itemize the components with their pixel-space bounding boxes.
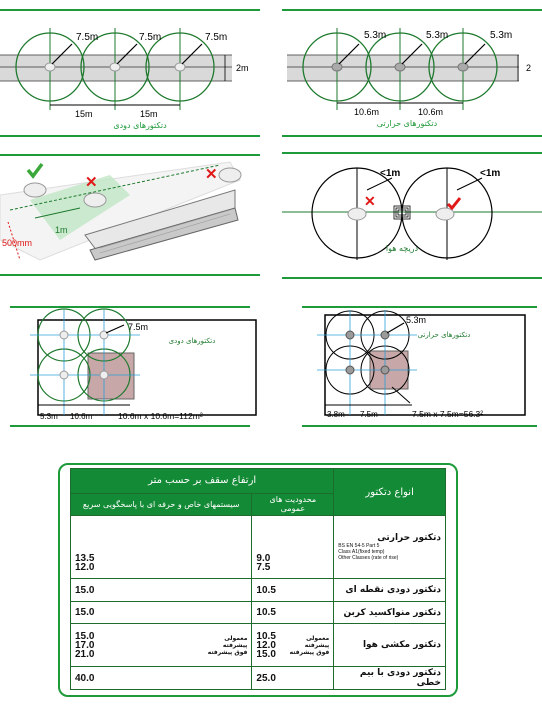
radius-label: 5.3m (406, 315, 427, 325)
radius-label: 7.5m (139, 32, 162, 43)
radius-label: 5.3m (364, 30, 387, 41)
caption: دتکتورهای دودی (168, 337, 216, 345)
radius-label: 7.5m (128, 322, 149, 332)
col-special-header: سیستمهای خاص و حرفه ای با پاسخگویی سریع (71, 493, 252, 516)
table-row (71, 667, 446, 690)
smoke-linear-diagram (0, 0, 260, 140)
value: 9.0 (256, 553, 271, 565)
level-label: معمولی (224, 634, 248, 642)
radius-label: 5.3m (426, 30, 449, 41)
standard-line: Class A1(fixed temp) (338, 549, 385, 556)
air-vent-diagram (282, 148, 542, 283)
distance-label: 3.8m (327, 410, 345, 419)
smoke-detector-icon (219, 168, 241, 182)
value: 12.0 (256, 639, 276, 651)
level-label: پیشرفته (222, 641, 248, 649)
distance-label: 500mm (2, 238, 33, 248)
area-formula: 10.6m x 10.6m=112m² (118, 411, 203, 421)
ac-clearance-diagram (0, 150, 260, 280)
value: 15.0 (71, 601, 252, 624)
col-height-header: ارتفاع سقف بر حسب متر (71, 469, 334, 494)
value: 25.0 (252, 667, 334, 690)
table-row (71, 601, 446, 624)
table-row (71, 516, 446, 579)
heat-detector-icon (332, 63, 342, 71)
level-label: فوق پیشرفته (207, 648, 248, 656)
smoke-detector-icon (24, 183, 46, 197)
heat-detector-icon (346, 331, 354, 339)
standard-line: Other Classes (rate of rise) (338, 555, 399, 562)
smoke-detector-icon (175, 63, 185, 71)
smoke-detector-icon (100, 371, 108, 379)
value: 40.0 (71, 667, 252, 690)
heat-detector-icon (381, 366, 389, 374)
distance-label: 15m (75, 109, 93, 119)
distance-label: 10.6m (70, 412, 93, 421)
heat-detector-icon (346, 366, 354, 374)
value: 15.0 (71, 579, 252, 602)
detector-name: دتکتور دودی نقطه ای (334, 579, 446, 602)
value: 10.5 (256, 630, 276, 642)
smoke-detector-icon (45, 63, 55, 71)
level-label: معمولی (306, 634, 330, 642)
heat-linear-diagram (282, 0, 542, 140)
value: 7.5 (256, 562, 271, 574)
smoke-detector-icon (348, 208, 366, 220)
caption: دتکتورهای حرارتی (376, 119, 438, 128)
distance-label: 5.3m (40, 412, 58, 421)
check-icon (28, 164, 42, 176)
value: 10.5 (252, 601, 334, 624)
distance-label: 1m (55, 225, 68, 235)
distance-label: 10.6m (418, 107, 444, 117)
detector-name: دتکتور منواکسید کربن (334, 601, 446, 624)
value: 15.0 (75, 630, 95, 642)
area-formula: 7.5m x 7.5m=56.3² (412, 409, 484, 419)
smoke-detector-icon (84, 193, 106, 207)
width-label: 2m (236, 63, 249, 73)
ceiling-height-table-frame (58, 463, 458, 697)
standard-line: BS EN 54-5 Part 5 (338, 543, 380, 550)
radius-label: 5.3m (490, 30, 513, 41)
distance-label: 15m (140, 109, 158, 119)
heat-detector-icon (458, 63, 468, 71)
check-icon (448, 198, 460, 208)
table-row (71, 624, 446, 667)
caption: دتکتورهای دودی (113, 121, 167, 130)
level-label: فوق پیشرفته (289, 648, 330, 656)
level-label: پیشرفته (304, 641, 330, 649)
table-row (71, 579, 446, 602)
ceiling-height-table (70, 468, 446, 690)
smoke-detector-icon (60, 371, 68, 379)
smoke-detector-icon (436, 208, 454, 220)
smoke-detector-icon (60, 331, 68, 339)
caption: دریچه هوا (385, 244, 419, 253)
distance-label: <1m (380, 168, 401, 179)
smoke-detector-icon (110, 63, 120, 71)
detector-name: دتکتور دودی با بیم خطی (334, 667, 446, 690)
detector-name: دتکتور مکشی هوا (334, 624, 446, 667)
value: 13.5 (75, 553, 95, 565)
value: 12.0 (75, 562, 95, 574)
distance-label: 10.6m (354, 107, 380, 117)
cross-icon: ✕ (205, 166, 218, 183)
detector-name: دتکتور حرارتی (377, 533, 441, 544)
caption: دتکتورهای حرارتی (417, 331, 471, 339)
value: 17.0 (75, 639, 95, 651)
col-general-header: محدودیت های عمومی (252, 493, 334, 516)
cross-icon: ✕ (364, 193, 376, 209)
value: 15.0 (256, 648, 276, 660)
value: 21.0 (75, 648, 95, 660)
col-type-header: انواع دتکتور (334, 469, 446, 516)
distance-label: <1m (480, 168, 501, 179)
width-label: 2 (526, 63, 532, 73)
radius-label: 7.5m (76, 32, 99, 43)
heat-detector-icon (395, 63, 405, 71)
radius-label: 7.5m (205, 32, 228, 43)
cross-icon: ✕ (85, 174, 98, 191)
distance-label: 7.5m (360, 410, 378, 419)
smoke-area-diagram (0, 295, 260, 430)
heat-area-diagram (282, 295, 542, 430)
value: 10.5 (252, 579, 334, 602)
